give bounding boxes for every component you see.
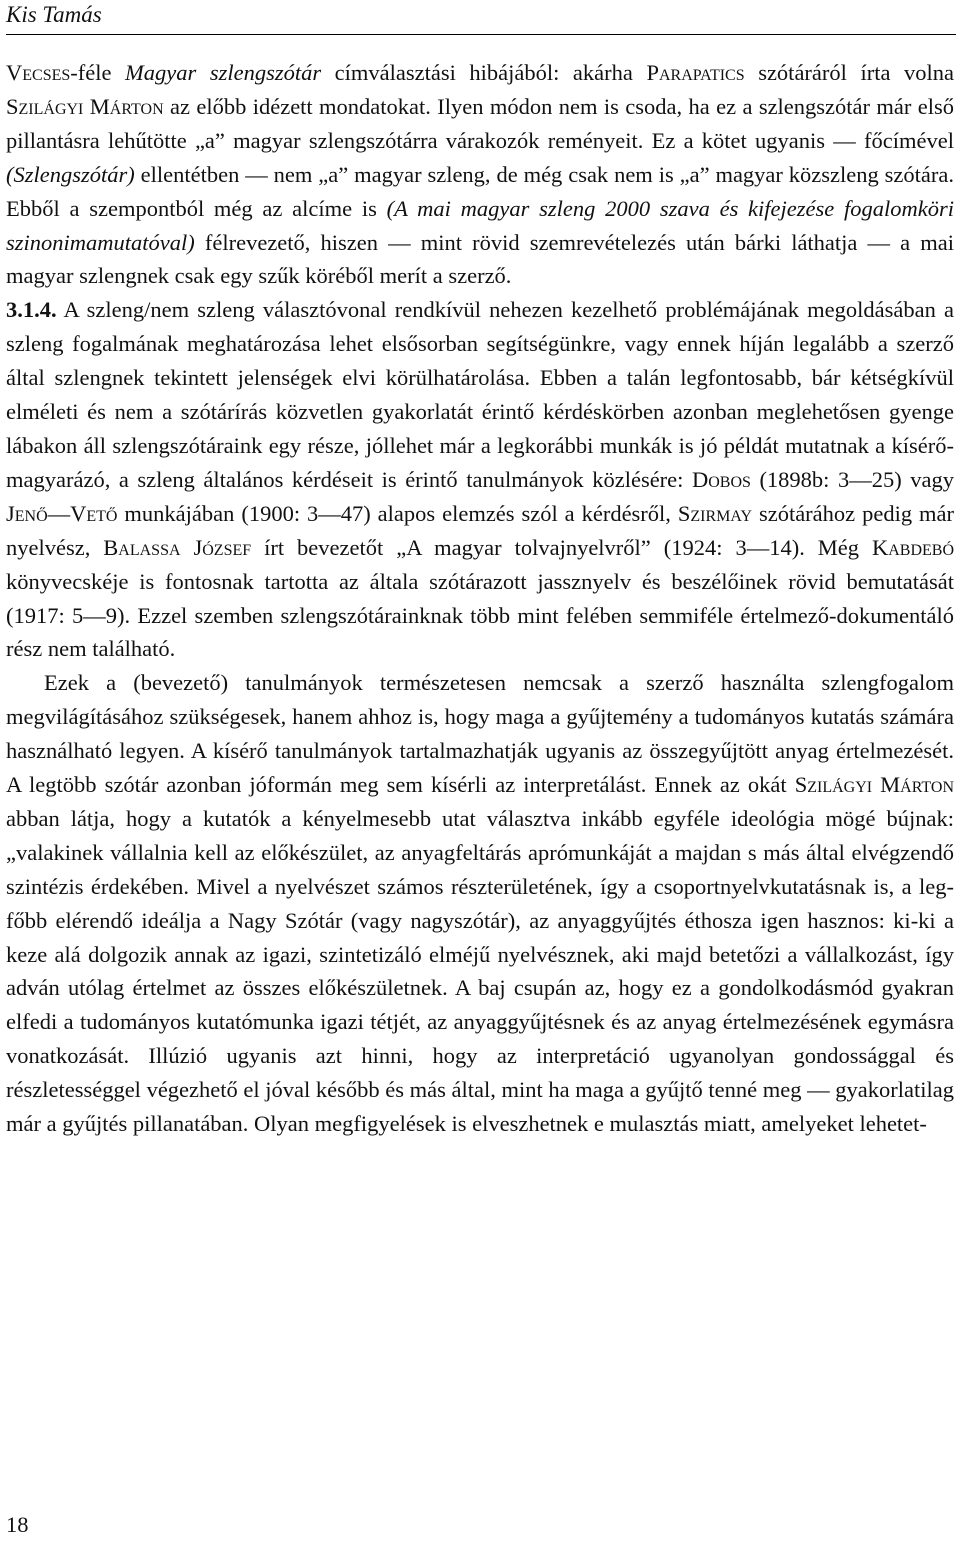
name-smallcaps: Kabdebó	[871, 534, 954, 560]
text-run: (1898b: 3—25) vagy	[750, 466, 954, 492]
text-run: -féle	[70, 60, 126, 85]
text-run: munkájában (1900: 3—47) alapos elemzés szól a kérdésről,	[117, 500, 678, 526]
running-header-author: Kis Tamás	[6, 2, 102, 27]
paragraph	[6, 293, 954, 666]
italic-text: (A mai magyar szleng 2000 szava és kifejezése fogalomköri szinonimamutatóval)	[6, 195, 954, 255]
running-header	[6, 0, 956, 35]
text-run: A szleng/nem szleng választóvonal rendkívül nehezen kezelhető problémájának megoldásában a szleng fogalmának meghatározása lehet elsősorban segítségünkre, vagy ennek híján legalább a szerző által szlengnek tekintett jelenségek elvi körülhatárolása. Ebben a talán legfontosabb, bár kétségkívül elméleti és nem a szótárírás közvetlen gyakorlatát érintő kérdéskörben azonban meglehetősen gyenge lábakon áll szlengszótáraink egy része, jóllehet már a legkorábbi munkák is jó példát mutatnak a kísérő-magyarázó, a szleng általános kérdéseit is érintő tanulmányok közlésére:	[6, 297, 954, 492]
text-run: ellentétben — nem „a” magyar szleng, de még csak nem is „a” magyar közszleng szótára. Ebből a szempontból még az alcíme is	[6, 161, 954, 221]
name-smallcaps: Szirmay	[677, 500, 753, 526]
name-smallcaps: Jenő—Vető	[6, 500, 118, 526]
italic-text: Magyar szlengszótár	[125, 60, 322, 85]
name-smallcaps: Balassa József	[103, 534, 252, 560]
name-smallcaps: Szilágyi Márton	[794, 772, 954, 798]
paragraph	[6, 666, 954, 1141]
page-number: 18	[6, 1512, 29, 1537]
text-run: szótárához pedig már nyelvész,	[6, 500, 954, 560]
section-number: 3.1.4.	[6, 297, 57, 323]
name-smallcaps: Szilágyi Márton	[6, 93, 164, 119]
text-run: az előbb idézett mondatokat. Ilyen módon nem is csoda, ha ez a szlengszótár már első pillantásra lehűtötte „a” magyar szlengszótárra várakozók reményeit. Ez a kötet ugyanis — főcímével	[6, 93, 954, 153]
text-run: félrevezető, hiszen — mint rövid szemrevételezés után bárki láthatja — a mai magyar szlengnek csak egy szűk köréből merít a szerző.	[6, 229, 954, 289]
text-run: Ezek a (bevezető) tanulmányok természetesen nemcsak a szerző használta szlengfogalom megvilágításához szükségesek, hanem ahhoz is, hogy maga a gyűjtemény a tudományos kutatás számára használható legyen. A kísérő tanulmányok tartalmazhatják ugyanis az összegyűjtött anyag értelmezését. A legtöbb szótár azonban jóformán meg sem kísérli az interpretálást. Ennek az okát	[6, 670, 954, 798]
text-run: abban látja, hogy a kutatók a kényelmesebb utat választva inkább egyféle ideológia mögé bújnak: „valakinek vállalnia kell az előkészület, az anyagfeltárás aprómunkáját a majdan s más által elvégzendő szintézis érdekében. Mivel a nyelvészet számos részterületének, így a csoportnyelvkutatásnak is, a legfőbb elérendő ideálja a Nagy Szótár (vagy nagyszótár), az anyaggyűjtés éthosza igen hasznos: ki-ki a keze alá dolgozik annak az igazi, szintetizáló elméjű nyelvésznek, aki majd betetőzi a vállalkozást, így adván utólag értelmet az összes előkészületnek. A baj csupán az, hogy ez a gondolkodásmód gyakran elfedi a tudományos kutatómunka igazi tétjét, az anyaggyűjtésnek és az anyag értelmezésének egymásra vonatkozását. Illúzió ugyanis azt hinni, hogy az interpretáció ugyanolyan gondossággal és részletességgel végezhető el jóval később és más által, mint ha maga a gyűjtő tenné meg — gyakorlatilag már a gyűjtés pillanatában. Olyan megfigyelések is elveszhetnek e mulasztás miatt, amelyeket lehetet-	[6, 805, 954, 1137]
text-run: könyvecskéje is fontosnak tartotta az általa szótárazott jassznyelv és beszélőinek rövid bemutatását (1917: 5—9). Ezzel szemben szlengszótárainknak több mint felében semmiféle értelmező-dokumentáló rész nem található.	[6, 568, 954, 662]
name-smallcaps: Parapatics	[646, 60, 745, 85]
text-run: szótáráról írta volna	[744, 60, 954, 85]
body-text	[6, 56, 954, 1141]
italic-text: (Szlengszótár)	[6, 161, 135, 187]
name-smallcaps: Dobos	[691, 466, 751, 492]
text-run: címválasztási hibájából: akárha	[321, 60, 647, 85]
text-run: írt bevezetőt „A magyar tolvajnyelvről” (1924: 3—14). Még	[251, 534, 872, 560]
name-smallcaps: Vecses	[6, 60, 71, 85]
paragraph	[6, 56, 954, 293]
